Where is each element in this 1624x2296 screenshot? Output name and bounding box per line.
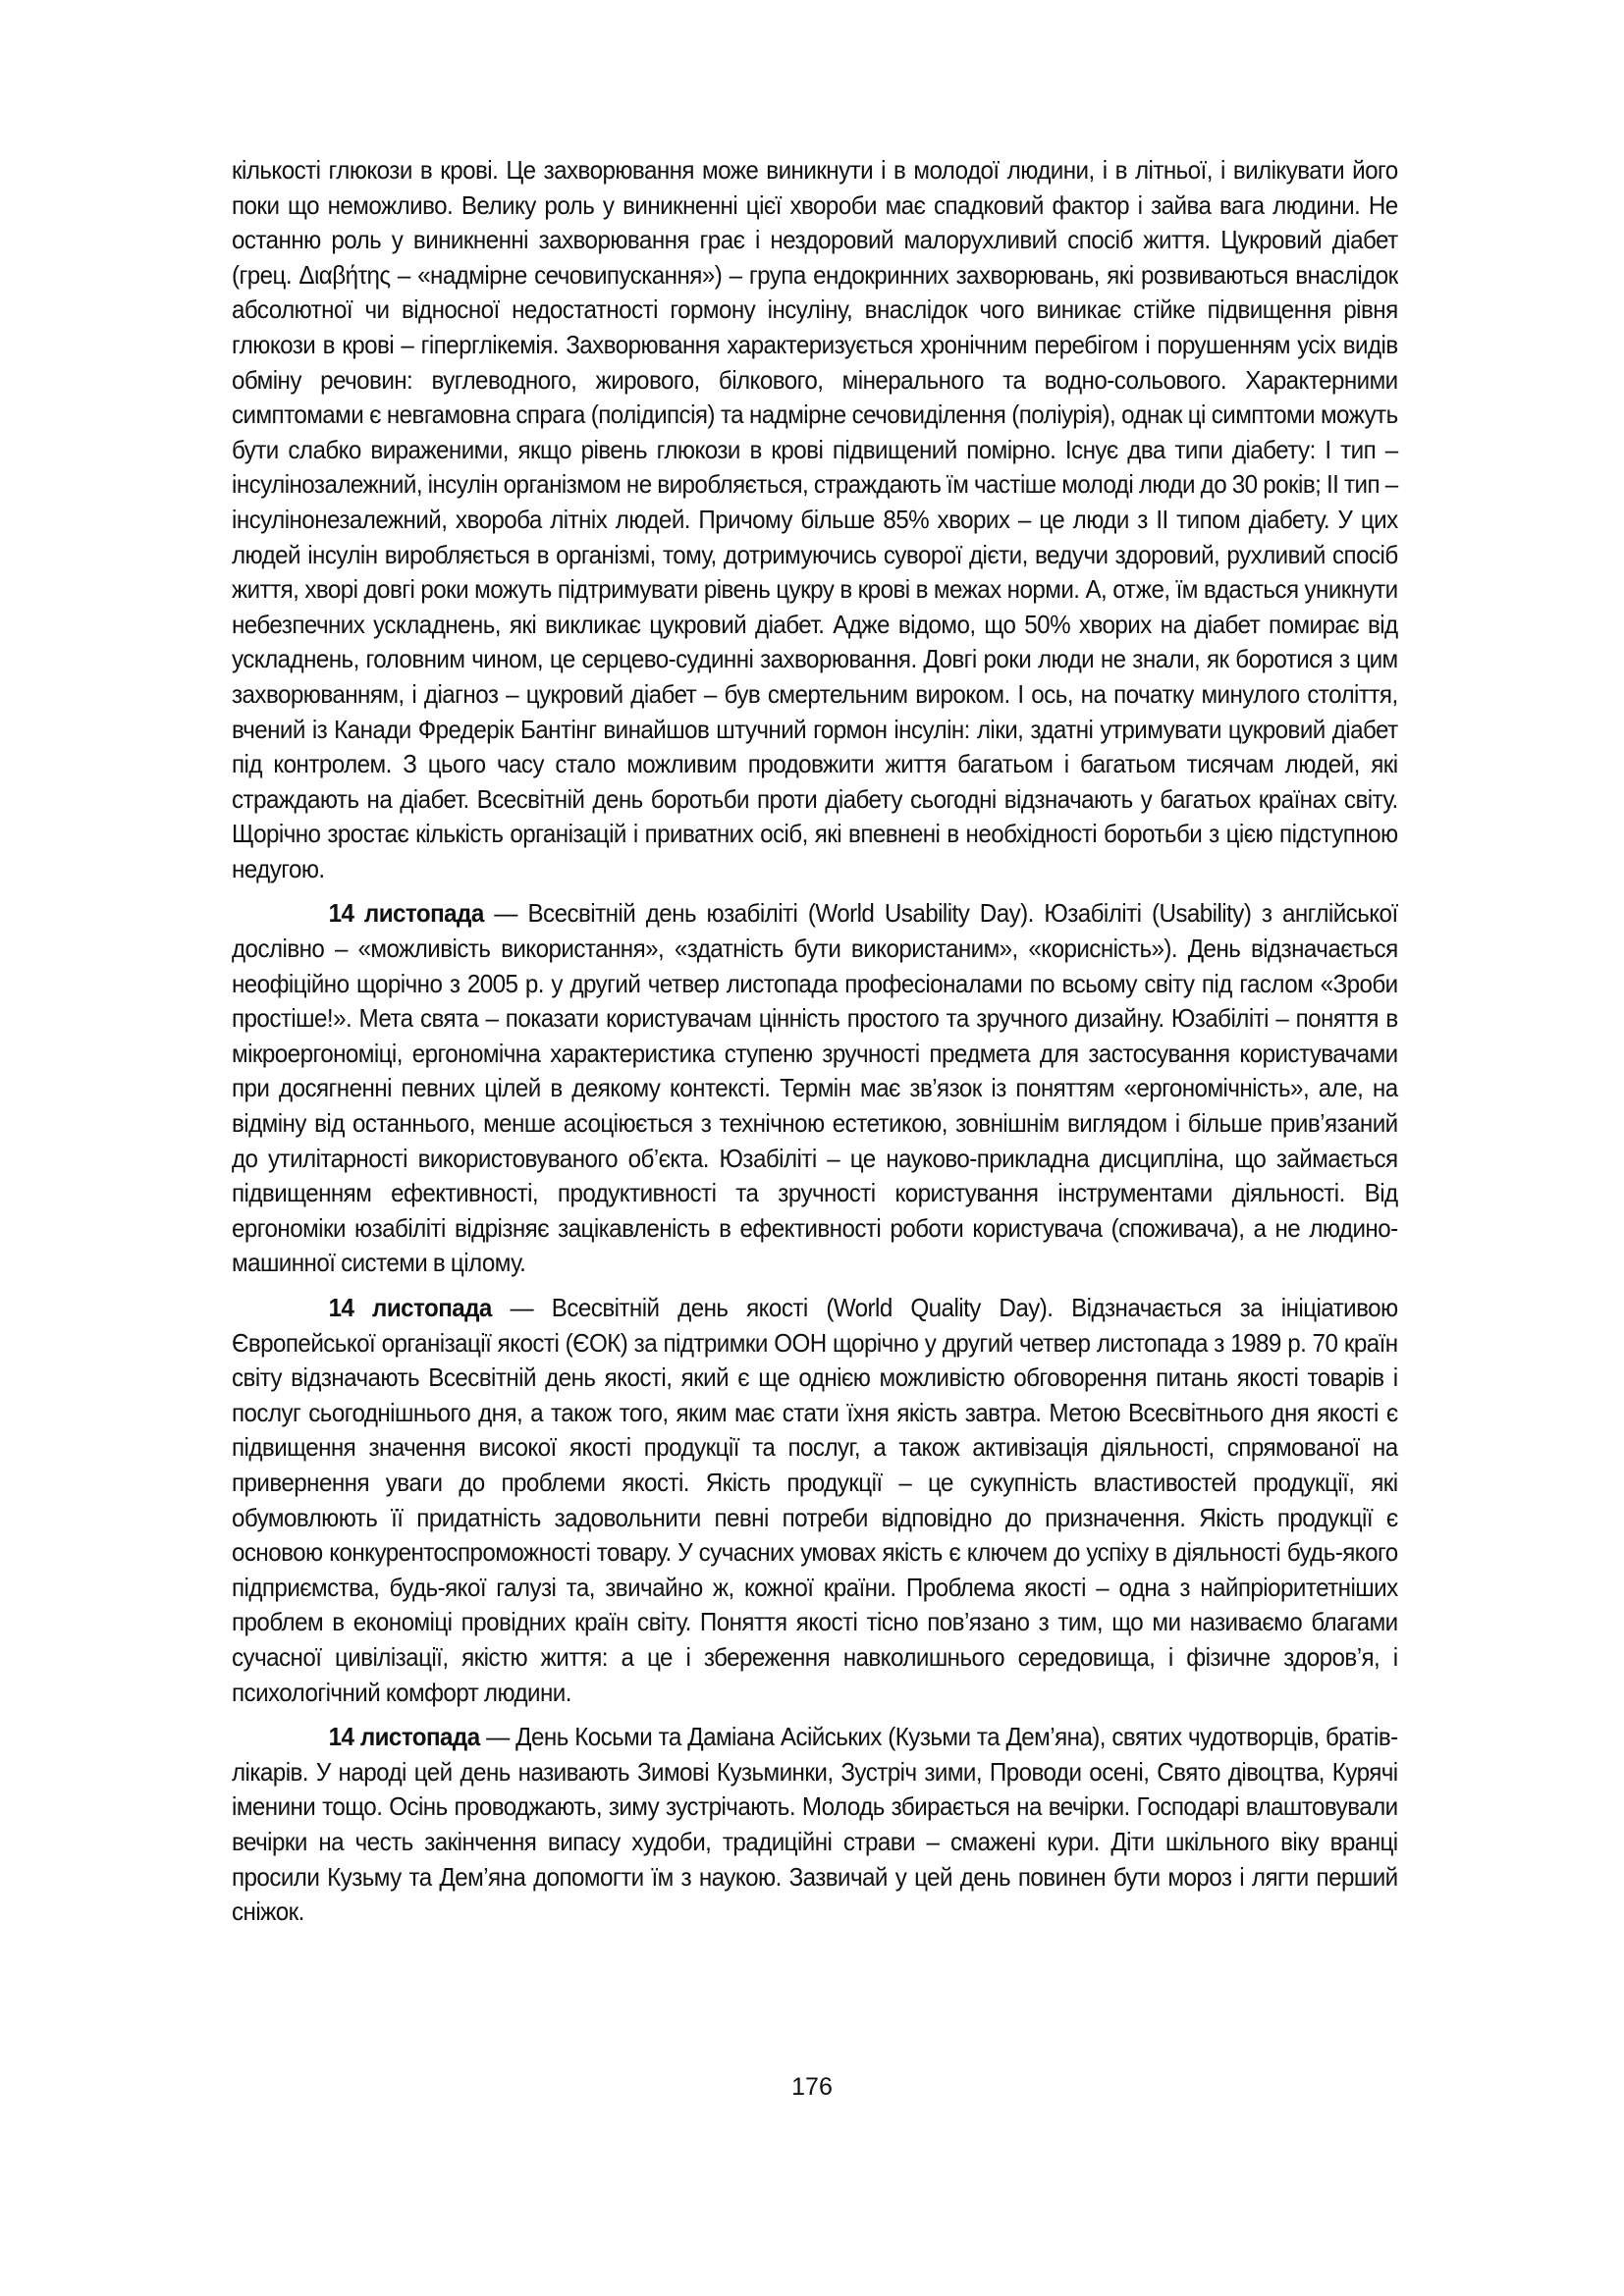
entry-separator: —: [483, 898, 528, 929]
paragraph-text: Всесвітній день юзабіліті (World Usability Day). Юзабіліті (Usability) з англійської дослівно – «можливість використання», «здатність бути використаним», «корисність»). День відзначається неофіційно щорічно з 2005 р. у другий четвер листопада професіоналами по всьому світу під гаслом «Зроби простіше!». Мета свята – показати користувачам цінність простого та зручного дизайну. Юзабіліті – поняття в мікроергономіці, ергономічна характеристика ступеню зручності предмета для застосування користувачами при досягненні певних цілей в деякому контексті. Термін має зв’язок із поняттям «ергономічність», але, на відміну від останнього, менше асоціюється з технічною естетикою, зовнішнім виглядом і більше прив’язаний до утилітарності використовуваного об’єкта. Юзабіліті – це науково-прикладна дисципліна, що займається підвищенням ефективності, продуктивності та зручності користування інструментами діяльності. Від ергономіки юзабіліті відрізняє зацікавленість в ефективності роботи користувача (споживача), а не людино-машинної системи в цілому.: [232, 898, 1398, 1278]
entry-date: 14 листопада: [328, 898, 484, 929]
paragraph-diabetes-continued: [232, 153, 1398, 886]
paragraph-text: День Косьми та Даміана Асійських (Кузьми та Дем’яна), святих чудотворців, братів-лікарів. У народі цей день називають Зимові Кузьминки, Зустріч зими, Проводи осені, Свято дівоцтва, Курячі іменини тощо. Осінь проводжають, зиму зустрічають. Молодь збирається на вечірки. Господарі влаштовували вечірки на честь закінчення випасу худоби, традиційні страви – смажені кури. Діти шкільного віку вранці просили Кузьму та Дем’яна допомогти їм з наукою. Зазвичай у цей день повинен бути мороз і лягти перший сніжок.: [232, 1722, 1398, 1927]
paragraph-quality-day: [232, 1291, 1398, 1710]
entry-separator: —: [491, 1293, 552, 1322]
entry-separator: —: [479, 1722, 516, 1752]
text-column: [232, 153, 1398, 1930]
paragraph-kuzma-demyan-day: [232, 1720, 1398, 1930]
page-number: 176: [791, 2073, 833, 2101]
paragraph-text: кількості глюкози в крові. Це захворювання може виникнути і в молодої людини, і в літньої, і вилікувати його поки що неможливо. Велику роль у виникненні цієї хвороби має спадковий фактор і зайва вага людини. Не останню роль у виникненні захворювання грає і нездоровий малорухливий спосіб життя. Цукровий діабет (грец. Διαβήτης – «надмірне сечовипускання») – група ендокринних захворювань, які розвиваються внаслідок абсолютної чи відносної недостатності гормону інсуліну, внаслідок чого виникає стійке підвищення рівня глюкози в крові – гіперглікемія. Захворювання характеризується хронічним перебігом і порушенням усіх видів обміну речовин: вуглеводного, жирового, білкового, мінерального та водно-сольового. Характерними симптомами є невгамовна спрага (полідипсія) та надмірне сечовиділення (поліурія), однак ці симптоми можуть бути слабко вираженими, якщо рівень глюкози в крові підвищений помірно. Існує два типи діабету: I тип – інсулінозалежний, інсулін організмом не виробляється, страждають їм частіше молоді люди до 30 років; II тип – інсулінонезалежний, хвороба літніх людей. Причому більше 85% хворих – це люди з II типом діабету. У цих людей інсулін виробляється в організмі, тому, дотримуючись суворої дієти, ведучи здоровий, рухливий спосіб життя, хворі довгі роки можуть підтримувати рівень цукру в крові в межах норми. А, отже, їм вдасться уникнути небезпечних ускладнень, які викликає цукровий діабет. Адже відомо, що 50% хворих на діабет помирає від ускладнень, головним чином, це серцево-судинні захворювання. Довгі роки люди не знали, як боротися з цим захворюванням, і діагноз – цукровий діабет – був смертельним вироком. І ось, на початку минулого століття, вчений із Канади Фредерік Бантінг винайшов штучний гормон інсулін: ліки, здатні утримувати цукровий діабет під контролем. З цього часу стало можливим продовжити життя багатьом і багатьом тисячам людей, які страждають на діабет. Всесвітній день боротьби проти діабету сьогодні відзначають у багатьох країнах світу. Щорічно зростає кількість організацій і приватних осіб, які впевнені в необхідності боротьби з цією підступною недугою.: [232, 155, 1398, 883]
entry-date: 14 листопада: [328, 1293, 492, 1322]
paragraph-text: Всесвітній день якості (World Quality Day). Відзначається за ініціативою Європейської організації якості (ЄОК) за підтримки ООН щорічно у другий четвер листопада з 1989 р. 70 країн світу відзначають Всесвітній день якості, який є ще однією можливістю обговорення питань якості товарів і послуг сьогоднішнього дня, а також того, яким має стати їхня якість завтра. Метою Всесвітнього дня якості є підвищення значення високої якості продукції та послуг, а також активізація діяльності, спрямованої на привернення уваги до проблеми якості. Якість продукції – це сукупність властивостей продукції, які обумовлюють її придатність задовольнити певні потреби відповідно до призначення. Якість продукції є основою конкурентоспроможності товару. У сучасних умовах якість є ключем до успіху в діяльності будь-якого підприємства, будь-якої галузі та, звичайно ж, кожної країни. Проблема якості – одна з найпріоритетніших проблем в економіці провідних країн світу. Поняття якості тісно пов’язано з тим, що ми називаємо благами сучасної цивілізації, якістю життя: а це і збереження навколишнього середовища, і фізичне здоров’я, і психологічний комфорт людини.: [232, 1293, 1398, 1707]
entry-date: 14 листопада: [328, 1722, 480, 1752]
paragraph-usability-day: [232, 896, 1398, 1281]
page-body: [232, 153, 1398, 1940]
